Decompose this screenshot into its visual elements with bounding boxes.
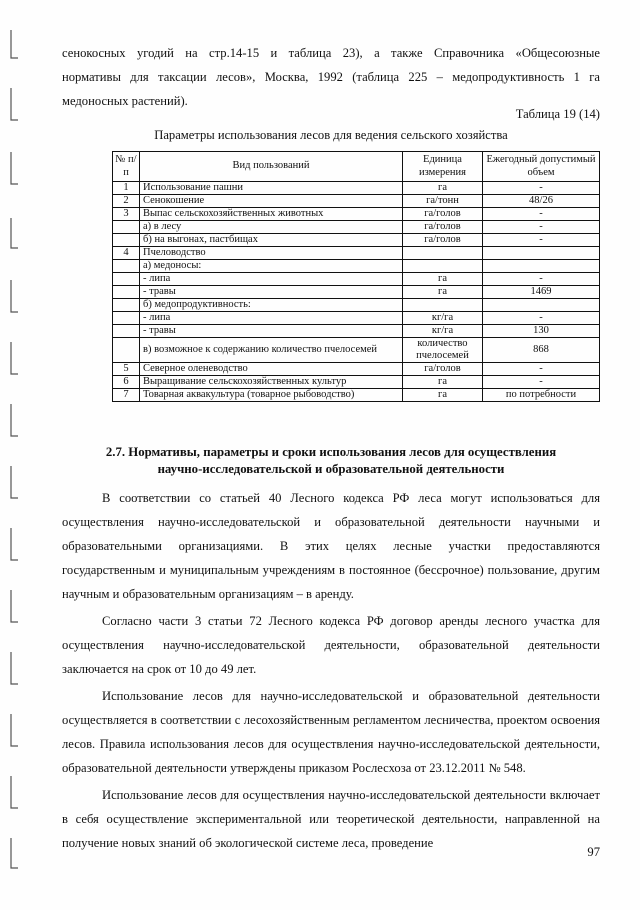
cell-kind: а) в лесу [140, 221, 403, 234]
cell-volume: 868 [483, 338, 600, 363]
intro-line: нормативы для таксации лесов», Москва, 1992 (таблица 225 – медопродуктивность 1 га [62, 70, 600, 84]
section-title-line2: научно-исследовательской и образовательной деятельности [157, 462, 505, 476]
cell-volume: - [483, 182, 600, 195]
cell-num [113, 325, 140, 338]
page-number: 97 [587, 845, 600, 859]
cell-num [113, 338, 140, 363]
cell-volume: по потребности [483, 389, 600, 402]
cell-unit: количество пчелосемей [403, 338, 483, 363]
cell-volume: 130 [483, 325, 600, 338]
cell-unit: га/голов [403, 363, 483, 376]
header-volume: Ежегодный допустимый объем [483, 152, 600, 182]
table-row [113, 338, 600, 363]
cell-num: 2 [113, 195, 140, 208]
cell-num [113, 312, 140, 325]
cell-volume: - [483, 221, 600, 234]
table-number: Таблица 19 (14) [515, 107, 600, 121]
table-row [113, 195, 600, 208]
table-body [113, 182, 600, 402]
cell-num [113, 286, 140, 299]
cell-num [113, 273, 140, 286]
cell-volume: - [483, 376, 600, 389]
table-row [113, 376, 600, 389]
cell-unit [403, 260, 483, 273]
table-row [113, 325, 600, 338]
cell-num: 1 [113, 182, 140, 195]
table-row [113, 234, 600, 247]
cell-unit: га [403, 376, 483, 389]
cell-volume: - [483, 273, 600, 286]
cell-num [113, 221, 140, 234]
table-row [113, 389, 600, 402]
intro-line: медоносных растений). [62, 94, 188, 108]
section-heading [62, 444, 600, 478]
table-row [113, 286, 600, 299]
header-unit: Единица измерения [403, 152, 483, 182]
intro-line: сенокосных угодий на стр.14-15 и таблица 23), а также Справочника «Общесоюзные [62, 46, 600, 60]
cell-volume [483, 299, 600, 312]
cell-unit: га [403, 182, 483, 195]
cell-volume: 1469 [483, 286, 600, 299]
cell-num: 3 [113, 208, 140, 221]
cell-unit: кг/га [403, 325, 483, 338]
cell-unit: га [403, 389, 483, 402]
cell-unit [403, 299, 483, 312]
table-row [113, 208, 600, 221]
cell-num: 5 [113, 363, 140, 376]
table-row [113, 221, 600, 234]
cell-kind: Товарная аквакультура (товарное рыбоводство) [140, 389, 403, 402]
paragraph: В соответствии со статьей 40 Лесного кодекса РФ леса могут использоваться для осуществления научно-исследовательской и образовательной деятельности научными и образовательными организациями. В этих целях лесные участки предоставляются государственным и муниципальным учреждениям в постоянное (бессрочное) пользование, другим научным и образовательным организациям – в аренду. [62, 491, 600, 601]
cell-kind: - липа [140, 273, 403, 286]
table-row [113, 247, 600, 260]
section-title-line1: 2.7. Нормативы, параметры и сроки использования лесов для осуществления [105, 445, 557, 459]
binder-margin-marks [6, 0, 26, 905]
binder-marks-graphic [6, 0, 26, 905]
cell-kind: Выпас сельскохозяйственных животных [140, 208, 403, 221]
cell-kind: б) на выгонах, пастбищах [140, 234, 403, 247]
table-row [113, 273, 600, 286]
paragraph: Использование лесов для научно-исследовательской и образовательной деятельности осуществляется в соответствии с лесохозяйственным регламентом лесничества, проектом освоения лесов. Правила использования лесов для осуществления научно-исследовательской деятельности, образовательной деятельности утверждены приказом Рослесхоза от 23.12.2011 № 548. [62, 689, 600, 775]
cell-kind: Сенокошение [140, 195, 403, 208]
header-num: № п/п [113, 152, 140, 182]
table-caption: Параметры использования лесов для ведения сельского хозяйства [154, 128, 508, 142]
cell-kind: - травы [140, 325, 403, 338]
cell-kind: Выращивание сельскохозяйственных культур [140, 376, 403, 389]
cell-kind: а) медоносы: [140, 260, 403, 273]
cell-volume: - [483, 363, 600, 376]
cell-unit: га/голов [403, 221, 483, 234]
cell-kind: Северное оленеводство [140, 363, 403, 376]
cell-volume: - [483, 234, 600, 247]
cell-unit: га [403, 286, 483, 299]
cell-kind: в) возможное к содержанию количество пчелосемей [140, 338, 403, 363]
intro-text [62, 41, 600, 113]
paragraph: Использование лесов для осуществления научно-исследовательской деятельности включает в себя осуществление экспериментальной или теоретической деятельности, направленной на получение новых знаний об экологической системе леса, проведение [62, 788, 600, 850]
cell-num [113, 234, 140, 247]
cell-volume [483, 260, 600, 273]
cell-unit: кг/га [403, 312, 483, 325]
paragraph: Согласно части 3 статьи 72 Лесного кодекса РФ договор аренды лесного участка для осуществления научно-исследовательской деятельности, образовательной деятельности заключается на срок от 10 до 49 лет. [62, 614, 600, 676]
cell-unit: га/голов [403, 234, 483, 247]
cell-num: 6 [113, 376, 140, 389]
cell-kind: - липа [140, 312, 403, 325]
cell-volume: 48/26 [483, 195, 600, 208]
cell-num [113, 260, 140, 273]
cell-num: 7 [113, 389, 140, 402]
cell-kind: б) медопродуктивность: [140, 299, 403, 312]
cell-kind: Пчеловодство [140, 247, 403, 260]
table-header-row [113, 152, 600, 182]
table-row [113, 299, 600, 312]
header-kind: Вид пользований [140, 152, 403, 182]
cell-unit: га [403, 273, 483, 286]
cell-num [113, 299, 140, 312]
table-row [113, 363, 600, 376]
cell-unit: га/голов [403, 208, 483, 221]
cell-volume: - [483, 208, 600, 221]
table-row [113, 182, 600, 195]
forest-use-parameters-table [112, 151, 600, 402]
table-row [113, 312, 600, 325]
cell-unit: га/тонн [403, 195, 483, 208]
cell-num: 4 [113, 247, 140, 260]
section-body [62, 486, 600, 858]
cell-volume: - [483, 312, 600, 325]
cell-volume [483, 247, 600, 260]
table-row [113, 260, 600, 273]
cell-kind: - травы [140, 286, 403, 299]
cell-kind: Использование пашни [140, 182, 403, 195]
cell-unit [403, 247, 483, 260]
